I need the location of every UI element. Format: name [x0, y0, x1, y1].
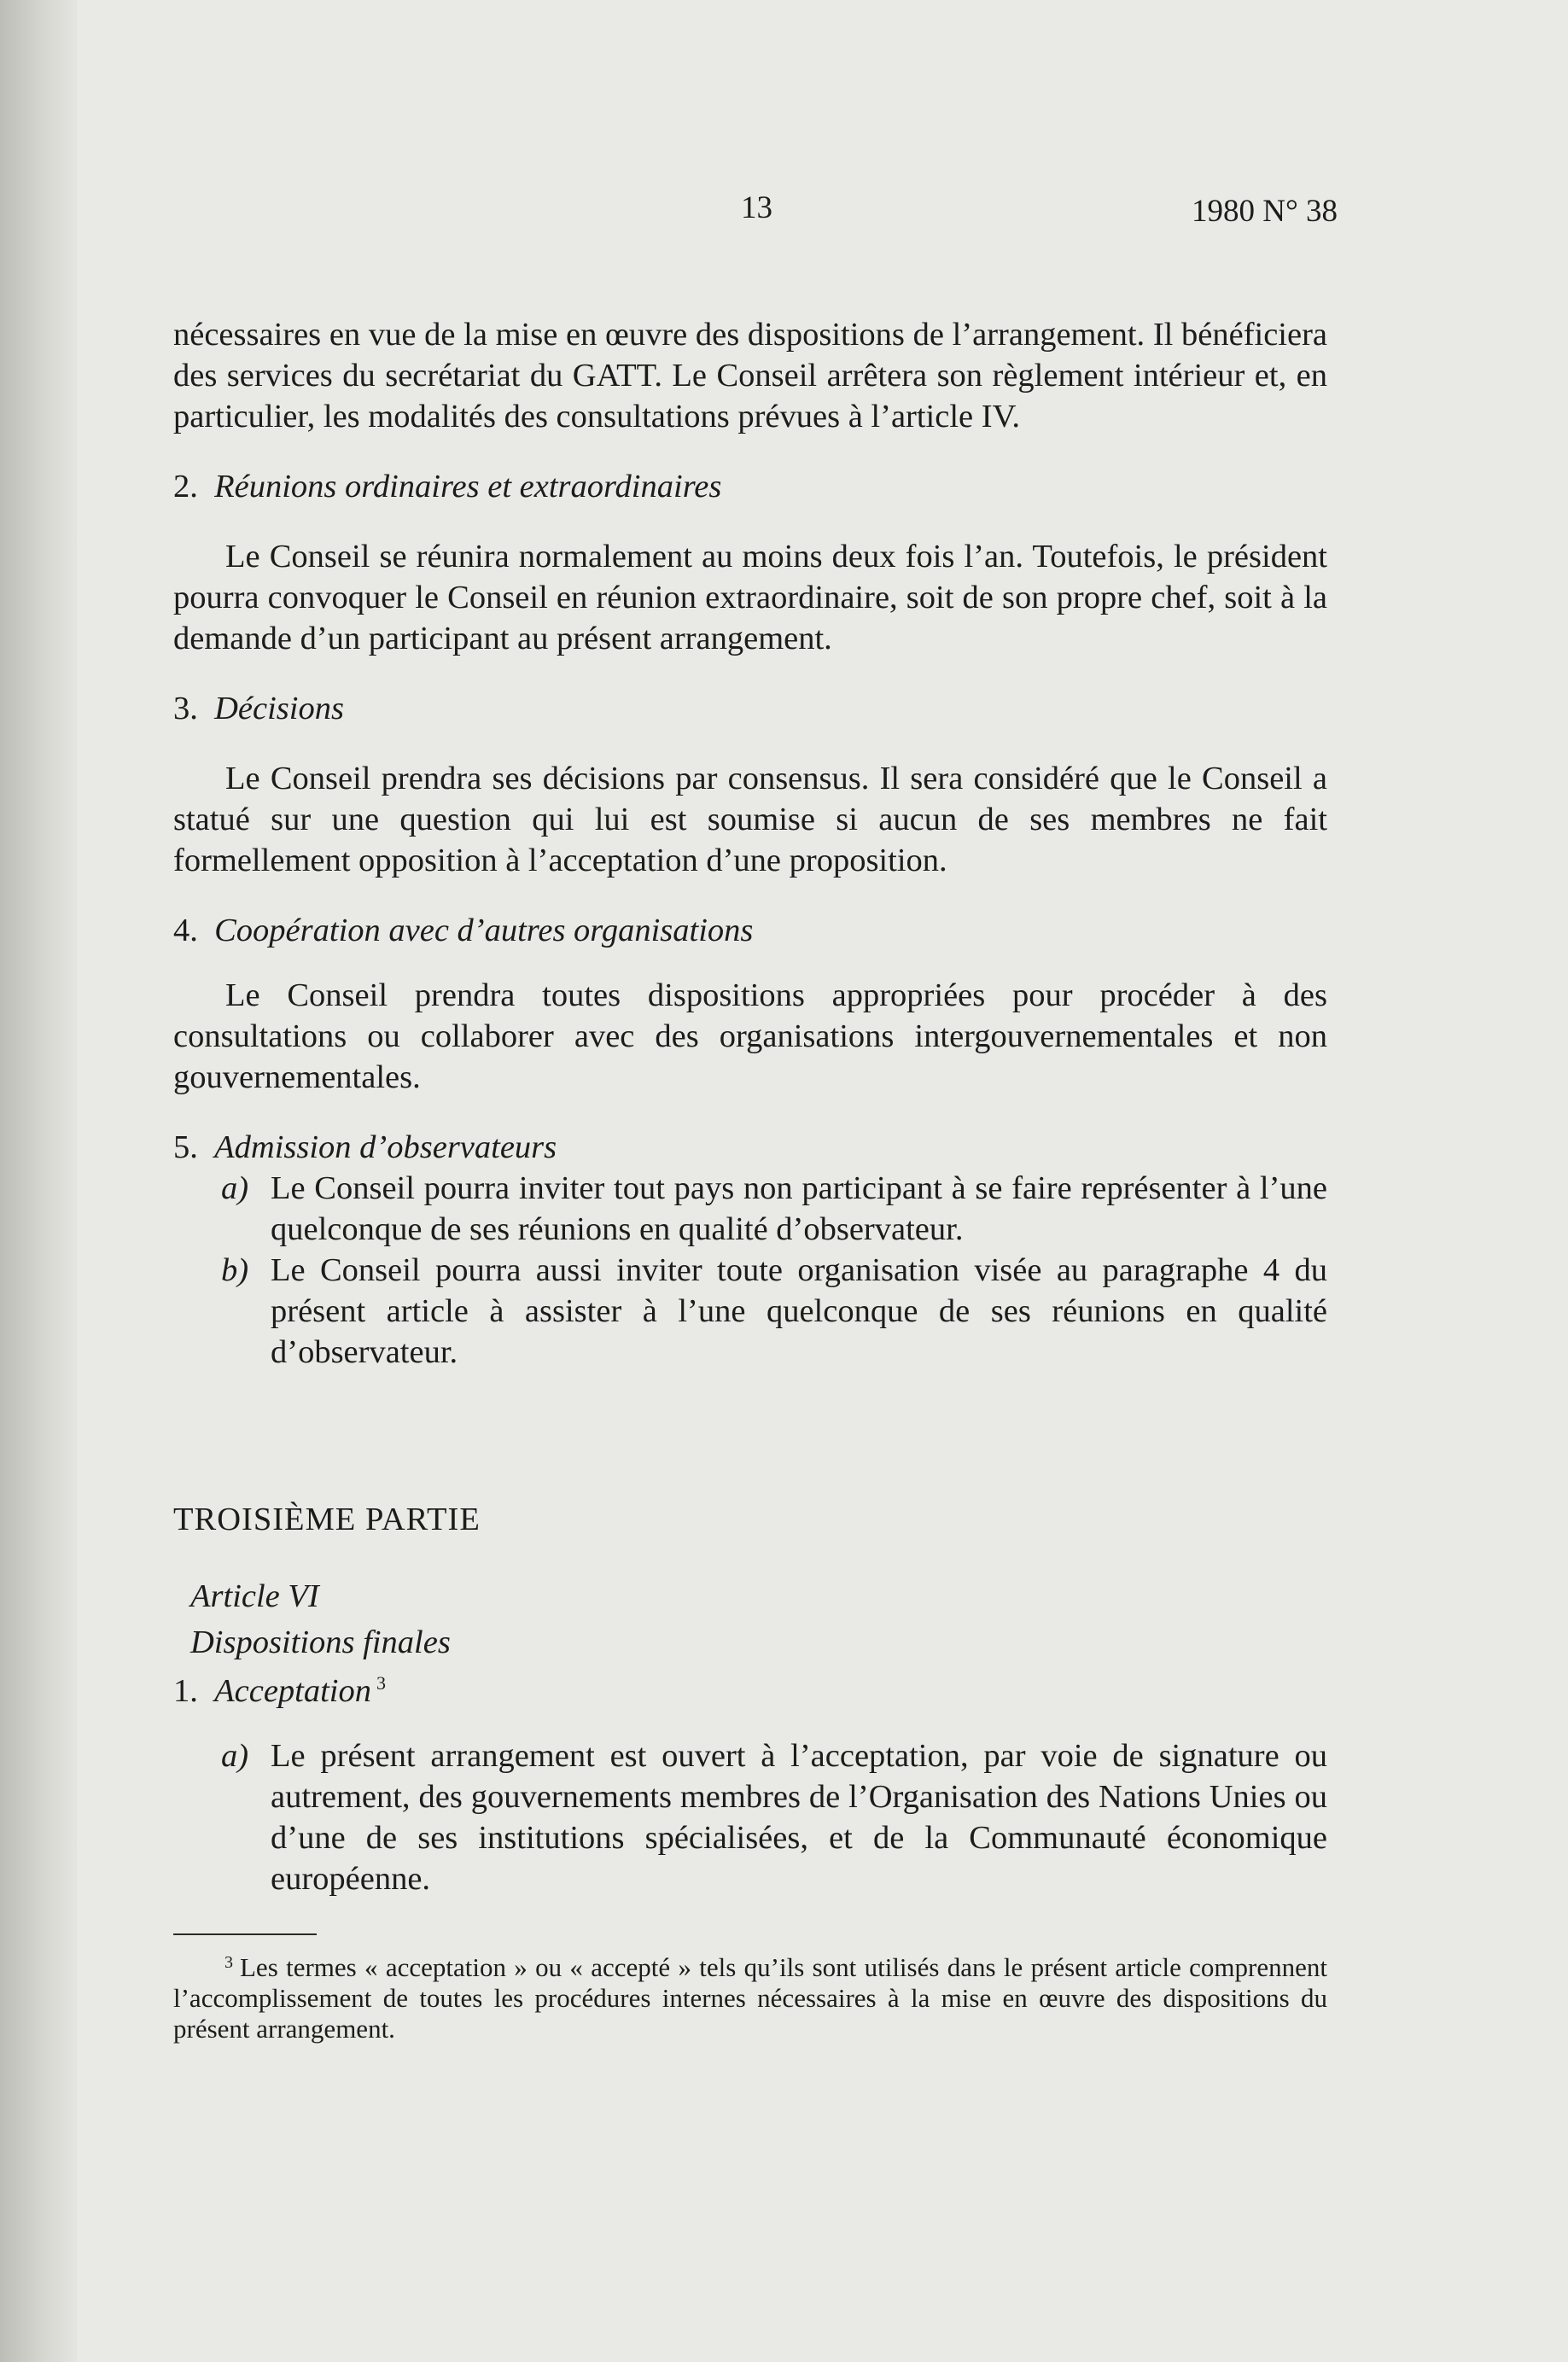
section-number: 5. [173, 1129, 198, 1165]
section-heading-3 [173, 688, 1327, 729]
section-number: 1. [173, 1673, 198, 1709]
section-title: Décisions [214, 691, 344, 726]
section-number: 2. [173, 469, 198, 504]
list-item-text: Le Conseil pourra inviter tout pays non participant à se faire représenter à l’une quelconque de ses réunions en qualité d’observateur. [271, 1170, 1327, 1247]
footnote-marker: 3 [224, 1953, 233, 1972]
section-heading-acceptance [173, 1663, 1327, 1712]
footnote [173, 1947, 1327, 2044]
list-item [173, 1735, 1327, 1899]
section-paragraph: Le Conseil prendra toutes dispositions appropriées pour procéder à des consultations ou collaborer avec des organisations intergouvernementales et non gouvernementales. [173, 977, 1327, 1095]
list-item-text: Le présent arrangement est ouvert à l’acceptation, par voie de signature ou autrement, des gouvernements membres de l’Organisation des Nations Unies ou d’une de ses institutions spécialisées, et de la Communauté économique européenne. [271, 1738, 1327, 1897]
section-title: Admission d’observateurs [214, 1129, 557, 1165]
section-title: Réunions ordinaires et extraordinaires [214, 469, 722, 504]
list-item-label: b) [221, 1252, 249, 1288]
section-paragraph: Le Conseil se réunira normalement au moins deux fois l’an. Toutefois, le président pourra convoquer le Conseil en réunion extraordinaire, soit de son propre chef, soit à la demande d’un participant au présent arrangement. [173, 539, 1327, 656]
section-heading-5 [173, 1127, 1327, 1168]
footnote-text: Les termes « acceptation » ou « accepté » tels qu’ils sont utilisés dans le présent article comprennent l’accomplissement de toutes les procédures internes nécessaires à la mise en œuvre des dispositions du présent arrangement. [173, 1952, 1327, 2044]
article-title: Dispositions finales [190, 1624, 451, 1660]
page-header [0, 190, 1568, 241]
section-paragraph: Le Conseil prendra ses décisions par consensus. Il sera considéré que le Conseil a statué sur une question qui lui est soumise si aucun de ses membres ne fait formellement opposition à l’acceptation d’une proposition. [173, 761, 1327, 878]
part-title: TROISIÈME PARTIE [173, 1502, 481, 1537]
list-item [173, 1168, 1327, 1250]
section-title: Coopération avec d’autres organisations [214, 913, 754, 948]
section-title: Acceptation [214, 1673, 371, 1709]
document-body [173, 314, 1327, 2044]
intro-paragraph: nécessaires en vue de la mise en œuvre des dispositions de l’arrangement. Il bénéficiera des services du secrétariat du GATT. Le Conseil arrêtera son règlement intérieur et, en particulier, les modalités des consultations prévues à l’article IV. [173, 317, 1327, 434]
section-heading-2 [173, 466, 1327, 507]
page-number: 13 [741, 190, 772, 225]
list-item-label: a) [221, 1170, 249, 1206]
footnote-reference[interactable]: 3 [376, 1672, 386, 1694]
document-reference: 1980 N° 38 [1191, 194, 1338, 229]
section-number: 3. [173, 691, 198, 726]
article-number: Article VI [190, 1578, 319, 1614]
page-gutter-shadow [0, 0, 77, 2362]
list-item-text: Le Conseil pourra aussi inviter toute organisation visée au paragraphe 4 du présent article à assister à l’une quelconque de ses réunions en qualité d’observateur. [271, 1252, 1327, 1370]
footnote-divider [173, 1933, 317, 1935]
section-number: 4. [173, 913, 198, 948]
list-item [173, 1250, 1327, 1373]
section-heading-4 [173, 910, 1327, 951]
list-item-label: a) [221, 1738, 249, 1774]
